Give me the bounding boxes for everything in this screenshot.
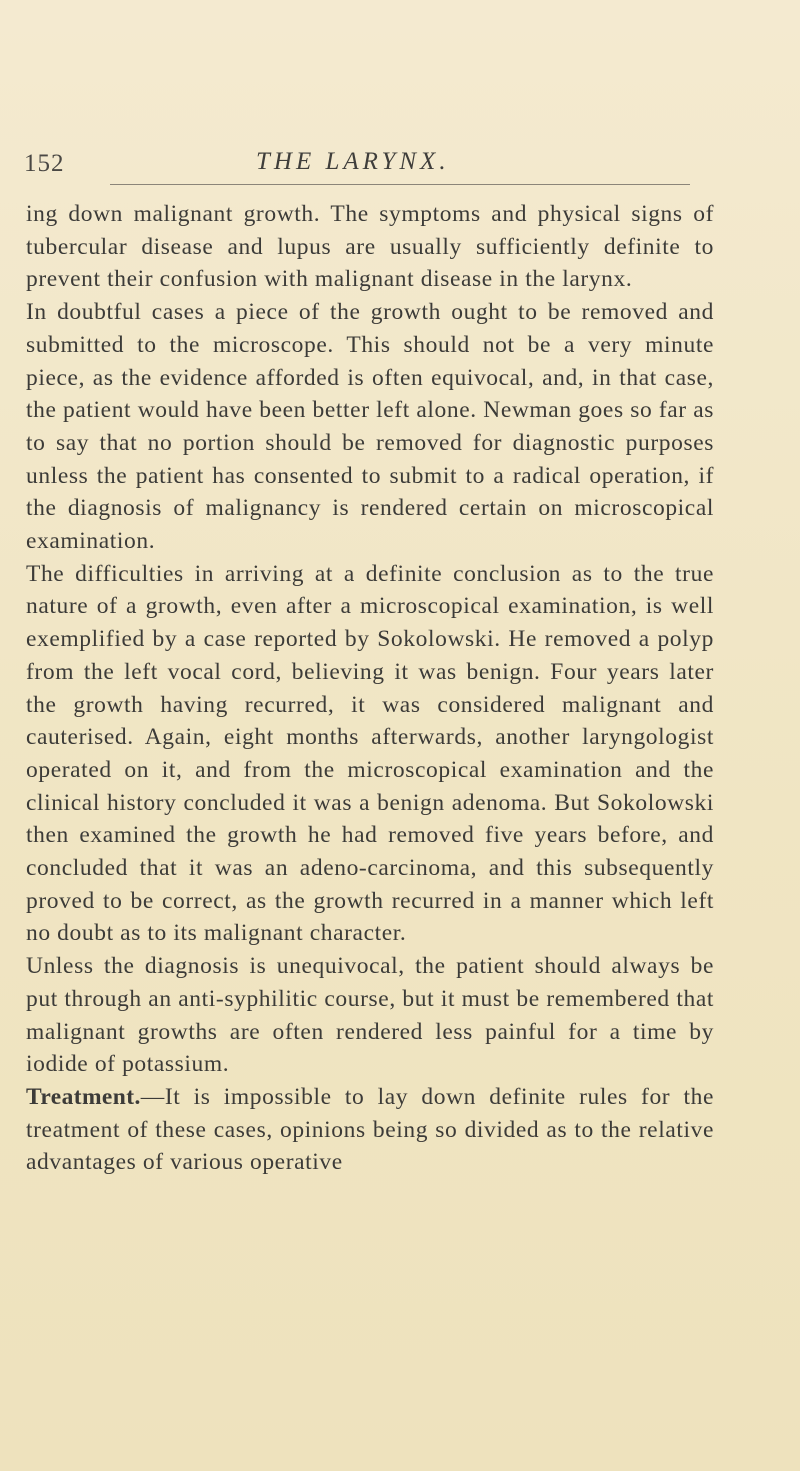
paragraph-continuation: ing down malignant growth. The symptoms and physical signs of tubercular disease and lupus are usually sufficiently definite to prevent their confusion with malignant disease in the larynx. bbox=[26, 201, 714, 293]
running-title: THE LARYNX. bbox=[256, 148, 450, 175]
running-head bbox=[0, 148, 800, 188]
page-number: 152 bbox=[24, 150, 65, 177]
header-rule bbox=[110, 184, 690, 185]
treatment-text: —It is impossible to lay down definite rules for the treatment of these cases, opinions being so divided as to the relative advantages of various operative bbox=[26, 1083, 714, 1176]
treatment-heading: Treatment. bbox=[26, 1083, 141, 1110]
paragraph-treatment bbox=[26, 1081, 714, 1179]
paragraph-difficulties: The difficulties in arriving at a definite conclusion as to the true nature of a growth, even after a microscopical examination, is well exemplified by a case reported by Sokolowski. He removed a polyp from the left vocal cord, believing it was benign. Four years later the growth having recurred, it was considered malignant and cauterised. Again, eight months afterwards, another laryngologist operated on it, and from the microscopical examination and the clinical history concluded it was a benign adenoma. But Sokolowski then examined the growth he had removed five years before, and concluded that it was an adeno-carcinoma, and this subsequently proved to be correct, as the growth recurred in a manner which left no doubt as to its malignant character. bbox=[26, 560, 714, 947]
paragraph-doubtful-cases: In doubtful cases a piece of the growth ought to be removed and submitted to the microscope. This should not be a very minute piece, as the evidence afforded is often equivocal, and, in that case, the patient would have been better left alone. Newman goes so far as to say that no portion should be removed for diagnostic purposes unless the patient has consented to submit to a radical operation, if the diagnosis of malignancy is rendered certain on microscopical examination. bbox=[26, 299, 714, 555]
paragraph-anti-syphilitic: Unless the diagnosis is unequivocal, the patient should always be put through an anti-syphilitic course, but it must be remembered that malignant growths are often rendered less painful for a time by iodide of potassium. bbox=[26, 953, 714, 1078]
body-text bbox=[26, 198, 714, 1179]
